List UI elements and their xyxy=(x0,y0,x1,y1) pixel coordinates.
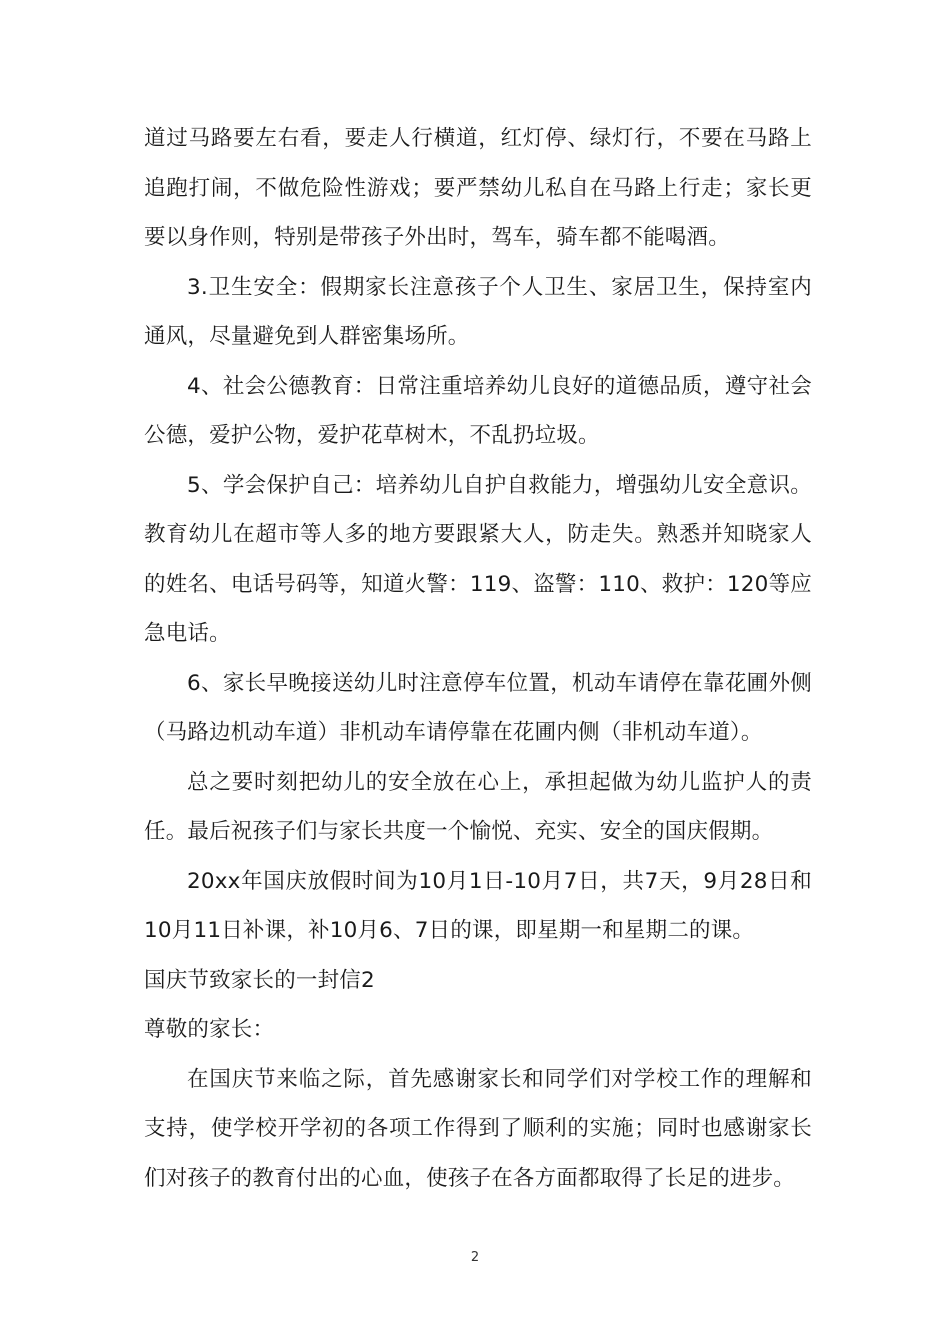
paragraph-letter-opening: 在国庆节来临之际，首先感谢家长和同学们对学校工作的理解和支持，使学校开学初的各项工作得到了顺利的实施；同时也感谢家长们对孩子的教育付出的心血，使孩子在各方面都取得了长足的进步。 xyxy=(144,1066,812,1191)
letter-salutation: 尊敬的家长： xyxy=(144,1017,275,1042)
paragraph-parking: 6、家长早晚接送幼儿时注意停车位置，机动车请停在靠花圃外侧（马路边机动车道）非机动车请停靠在花圃内侧（非机动车道）。 xyxy=(144,670,812,745)
paragraph-self-protection: 5、学会保护自己：培养幼儿自护自救能力，增强幼儿安全意识。教育幼儿在超市等人多的地方要跟紧大人，防走失。熟悉并知晓家人的姓名、电话号码等，知道火警：119、盗警：110、救护：120等应急电话。 xyxy=(144,472,812,646)
document-body xyxy=(144,114,812,1203)
paragraph-hygiene-safety: 3.卫生安全：假期家长注意孩子个人卫生、家居卫生，保持室内通风，尽量避免到人群密集场所。 xyxy=(144,274,812,349)
page-number: 2 xyxy=(470,1250,480,1265)
letter-title: 国庆节致家长的一封信2 xyxy=(144,967,375,993)
paragraph-traffic-safety-continued: 道过马路要左右看，要走人行横道，红灯停、绿灯行，不要在马路上追跑打闹，不做危险性游戏；要严禁幼儿私自在马路上行走；家长更要以身作则，特别是带孩子外出时，驾车，骑车都不能喝酒。 xyxy=(144,126,812,250)
paragraph-social-ethics: 4、社会公德教育：日常注重培养幼儿良好的道德品质，遵守社会公德，爱护公物，爱护花草树木，不乱扔垃圾。 xyxy=(144,373,812,448)
paragraph-holiday-schedule: 20xx年国庆放假时间为10月1日-10月7日，共7天，9月28日和10月11日补课，补10月6、7日的课，即星期一和星期二的课。 xyxy=(144,868,812,943)
paragraph-summary: 总之要时刻把幼儿的安全放在心上，承担起做为幼儿监护人的责任。最后祝孩子们与家长共度一个愉悦、充实、安全的国庆假期。 xyxy=(144,769,812,844)
